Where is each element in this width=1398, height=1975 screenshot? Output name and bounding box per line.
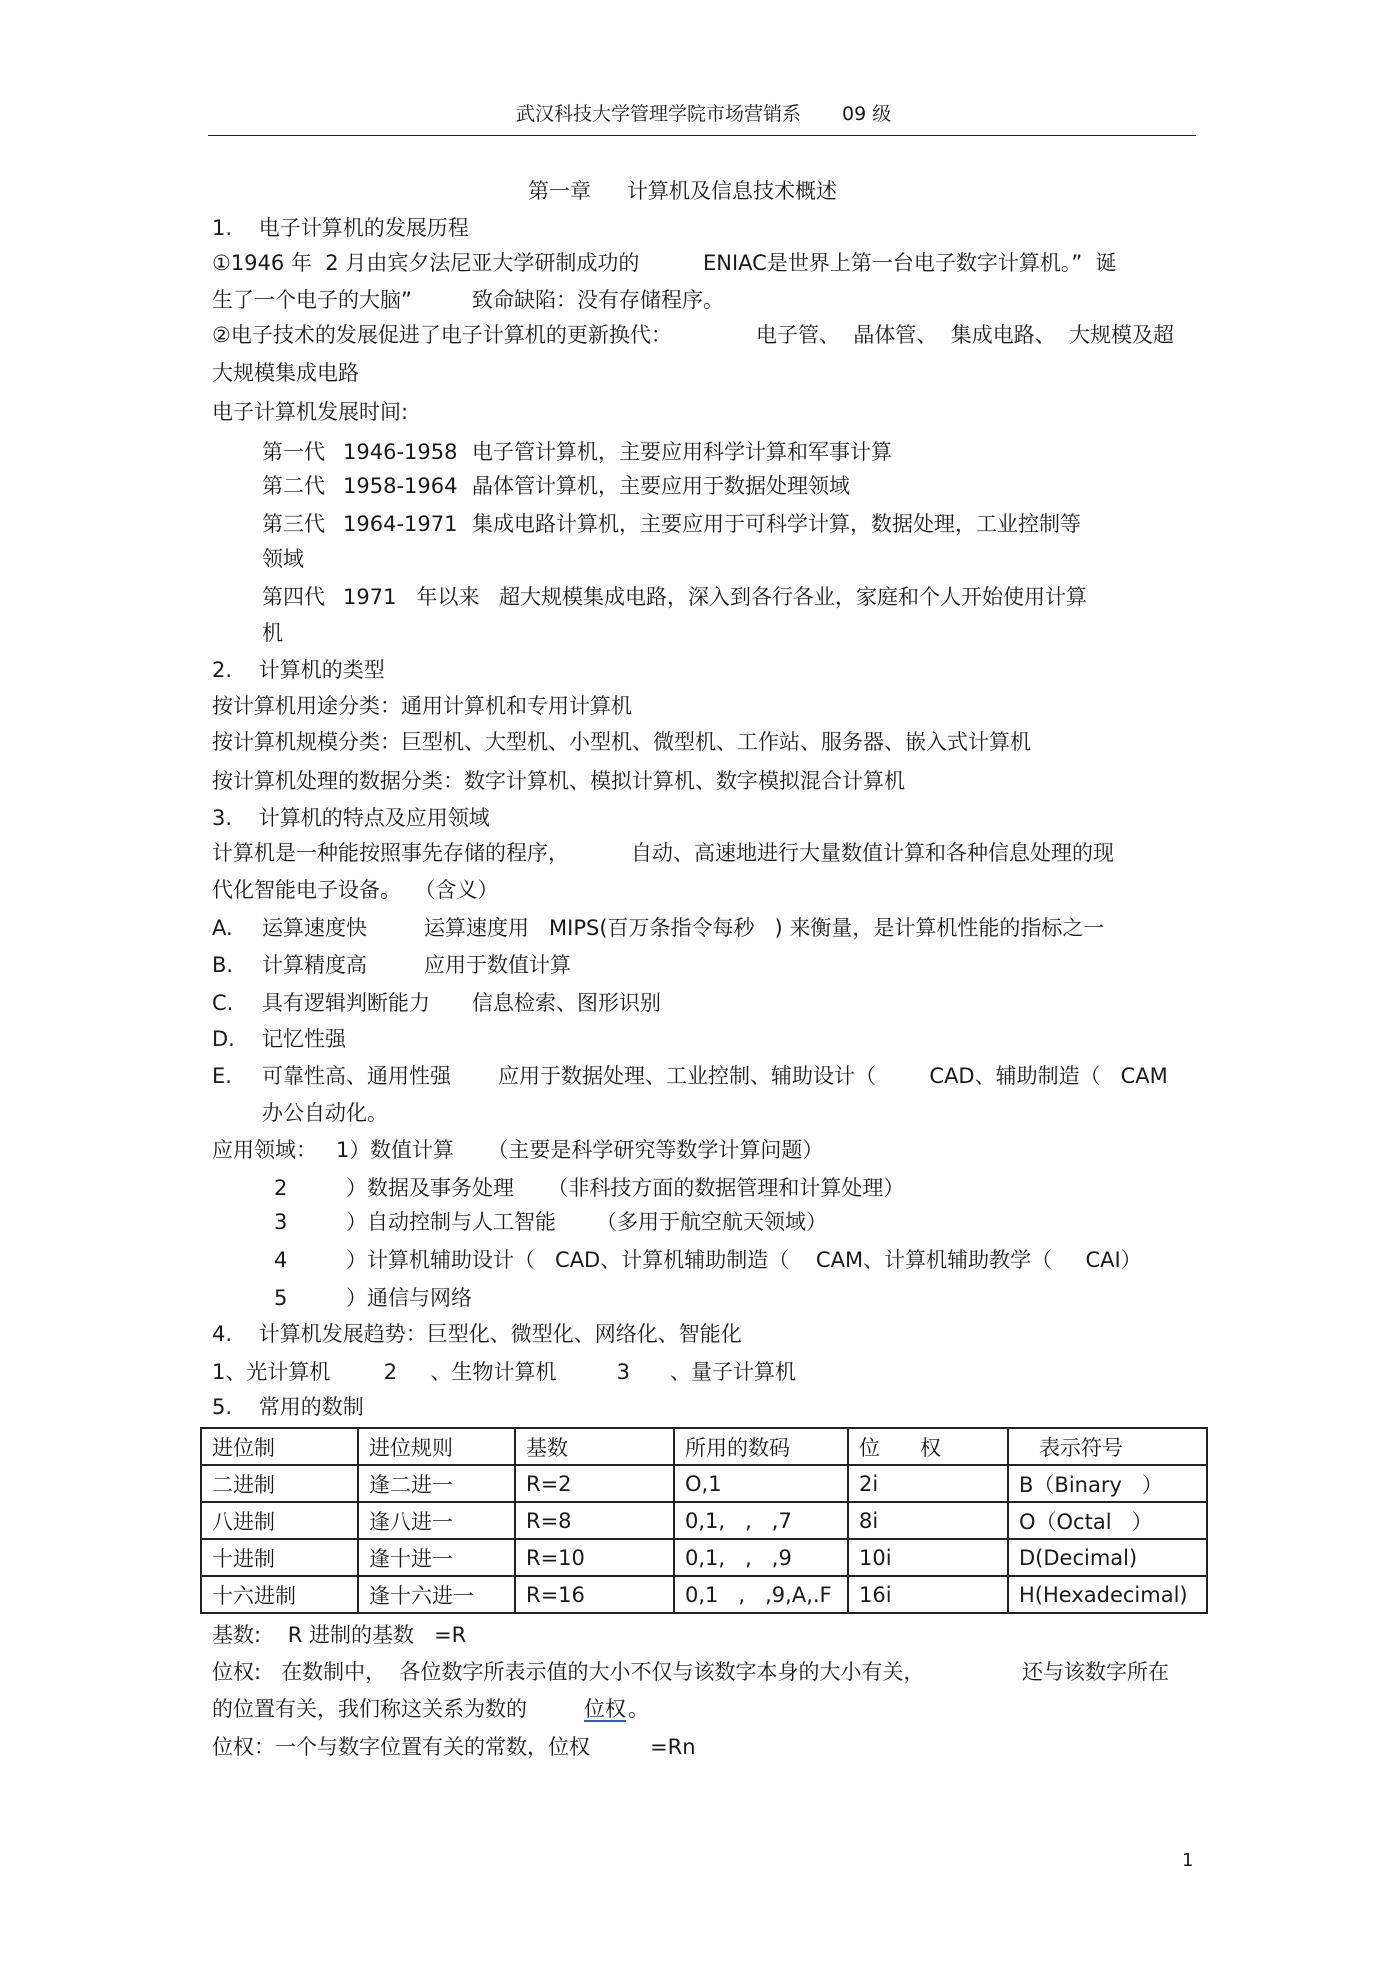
feature-a-letter: A. bbox=[212, 916, 233, 940]
gen-2-desc: 晶体管计算机，主要应用于数据处理领域 bbox=[472, 474, 850, 498]
chapter-number: 第一章 bbox=[528, 179, 591, 203]
table-cell: 十进制 bbox=[201, 1539, 358, 1576]
table-cell: 逢八进一 bbox=[358, 1502, 515, 1539]
weight-line2-a: 的位置有关，我们称这关系为数的 bbox=[212, 1697, 527, 1721]
s3-def-line1-a: 计算机是一种能按照事先存储的程序， bbox=[212, 841, 569, 865]
gen-4-cont: 机 bbox=[262, 621, 283, 645]
feature-e-name: 可靠性高、通用性强 bbox=[262, 1064, 451, 1088]
s1-p1-line1-b: ENIAC是世界上第一台电子数字计算机。” 诞 bbox=[703, 251, 1117, 275]
feature-d-letter: D. bbox=[212, 1027, 235, 1051]
app-4-text: ）计算机辅助设计（ CAD、计算机辅助制造（ CAM、计算机辅助教学（ CAI） bbox=[346, 1248, 1142, 1272]
table-cell: R=16 bbox=[515, 1576, 674, 1613]
feature-c-name: 具有逻辑判断能力 bbox=[262, 991, 430, 1015]
section-2-heading: 2. 计算机的类型 bbox=[212, 658, 385, 682]
radix-table bbox=[200, 1427, 1208, 1614]
feature-c-letter: C. bbox=[212, 991, 234, 1015]
s1-p1-line2-b: 致命缺陷：没有存储程序。 bbox=[472, 288, 724, 312]
table-cell: O（Octal ） bbox=[1008, 1502, 1207, 1539]
app-5-num: 5 bbox=[274, 1286, 288, 1310]
table-row bbox=[201, 1576, 1207, 1613]
feature-e-letter: E. bbox=[212, 1064, 232, 1088]
s1-p1-line2-a: 生了一个电子的大脑” bbox=[212, 288, 412, 312]
feature-b-desc: 应用于数值计算 bbox=[424, 953, 571, 977]
feature-c-desc: 信息检索、图形识别 bbox=[472, 991, 661, 1015]
table-cell: 8i bbox=[848, 1502, 1008, 1539]
table-cell: 0,1, , ,9 bbox=[674, 1539, 848, 1576]
table-cell: D(Decimal) bbox=[1008, 1539, 1207, 1576]
section-5-heading: 5. 常用的数制 bbox=[212, 1395, 364, 1419]
table-cell: O,1 bbox=[674, 1465, 848, 1502]
feature-b-letter: B. bbox=[212, 953, 234, 977]
gen-2-label: 第二代 bbox=[262, 474, 325, 498]
header-rule bbox=[208, 135, 1196, 136]
table-cell: B（Binary ） bbox=[1008, 1465, 1207, 1502]
weight-line1-b: 还与该数字所在 bbox=[1022, 1660, 1169, 1684]
gen-2-years: 1958-1964 bbox=[343, 474, 458, 498]
s2-line-2: 按计算机规模分类：巨型机、大型机、小型机、微型机、工作站、服务器、嵌入式计算机 bbox=[212, 730, 1031, 754]
s1-p2-line2: 大规模集成电路 bbox=[212, 361, 359, 385]
app-2-num: 2 bbox=[274, 1176, 288, 1200]
gen-1-years: 1946-1958 bbox=[343, 440, 458, 464]
gen-3-label: 第三代 bbox=[262, 512, 325, 536]
table-row bbox=[201, 1465, 1207, 1502]
table-header-cell: 进位规则 bbox=[358, 1428, 515, 1465]
table-header-cell: 基数 bbox=[515, 1428, 674, 1465]
table-cell: 16i bbox=[848, 1576, 1008, 1613]
table-cell: 逢十进一 bbox=[358, 1539, 515, 1576]
future-computers: 1、光计算机 2 、生物计算机 3 、量子计算机 bbox=[212, 1360, 796, 1384]
weight-definition: 位权：一个与数字位置有关的常数，位权 =Rn bbox=[212, 1735, 696, 1759]
feature-d-name: 记忆性强 bbox=[262, 1027, 346, 1051]
weight-line1-a: 位权: 在数制中， 各位数字所表示值的大小不仅与该数字本身的大小有关， bbox=[212, 1660, 925, 1684]
table-header-cell: 进位制 bbox=[201, 1428, 358, 1465]
s2-line-3: 按计算机处理的数据分类：数字计算机、模拟计算机、数字模拟混合计算机 bbox=[212, 769, 905, 793]
s1-p2-line1-b: 电子管、 晶体管、 集成电路、 大规模及超 bbox=[756, 323, 1175, 347]
app-1-num: 1） bbox=[336, 1138, 371, 1162]
weight-line2-b: 。 bbox=[628, 1697, 649, 1721]
table-cell: 逢二进一 bbox=[358, 1465, 515, 1502]
gen-3-years: 1964-1971 bbox=[343, 512, 458, 536]
table-cell: 逢十六进一 bbox=[358, 1576, 515, 1613]
table-cell: 0,1 , ,9,A,.F bbox=[674, 1576, 848, 1613]
app-1-text: 数值计算 （主要是科学研究等数学计算问题） bbox=[370, 1138, 824, 1162]
section-4-heading: 4. 计算机发展趋势：巨型化、微型化、网络化、智能化 bbox=[212, 1322, 742, 1346]
page-number: 1 bbox=[1182, 1850, 1194, 1871]
s3-def-line2: 代化智能电子设备。 （含义） bbox=[212, 878, 499, 902]
gen-4-label: 第四代 bbox=[262, 585, 325, 609]
feature-b-name: 计算精度高 bbox=[262, 953, 367, 977]
table-header-cell: 所用的数码 bbox=[674, 1428, 848, 1465]
s3-def-line1-b: 自动、高速地进行大量数值计算和各种信息处理的现 bbox=[631, 841, 1114, 865]
base-definition: 基数: R 进制的基数 =R bbox=[212, 1623, 467, 1647]
timeline-title: 电子计算机发展时间: bbox=[212, 400, 409, 424]
section-1-heading: 1. 电子计算机的发展历程 bbox=[212, 216, 469, 240]
table-cell: 2i bbox=[848, 1465, 1008, 1502]
feature-a-desc: 运算速度用 MIPS(百万条指令每秒 ) 来衡量，是计算机性能的指标之一 bbox=[424, 916, 1105, 940]
app-2-text: ）数据及事务处理 （非科技方面的数据管理和计算处理） bbox=[346, 1176, 905, 1200]
table-header-cell: 表示符号 bbox=[1008, 1428, 1207, 1465]
table-header-row bbox=[201, 1428, 1207, 1465]
weight-link[interactable]: 位权 bbox=[584, 1697, 626, 1721]
feature-a-name: 运算速度快 bbox=[262, 916, 367, 940]
app-label: 应用领域： bbox=[212, 1138, 317, 1162]
table-row bbox=[201, 1502, 1207, 1539]
app-3-text: ）自动控制与人工智能 （多用于航空航天领域） bbox=[346, 1210, 828, 1234]
gen-4-years: 1971 年以来 bbox=[343, 585, 480, 609]
table-cell: 二进制 bbox=[201, 1465, 358, 1502]
app-5-text: ）通信与网络 bbox=[346, 1286, 472, 1310]
table-row bbox=[201, 1539, 1207, 1576]
table-cell: 八进制 bbox=[201, 1502, 358, 1539]
section-3-heading: 3. 计算机的特点及应用领域 bbox=[212, 806, 490, 830]
gen-1-desc: 电子管计算机，主要应用科学计算和军事计算 bbox=[472, 440, 892, 464]
gen-3-cont: 领域 bbox=[262, 547, 304, 571]
table-cell: 十六进制 bbox=[201, 1576, 358, 1613]
table-header-cell: 位 权 bbox=[848, 1428, 1008, 1465]
s2-line-1: 按计算机用途分类：通用计算机和专用计算机 bbox=[212, 694, 632, 718]
table-cell: H(Hexadecimal) bbox=[1008, 1576, 1207, 1613]
feature-e-cont: 办公自动化。 bbox=[262, 1101, 388, 1125]
header-grade: 09 级 bbox=[842, 103, 892, 125]
table-cell: R=2 bbox=[515, 1465, 674, 1502]
table-cell: 10i bbox=[848, 1539, 1008, 1576]
gen-4-desc: 超大规模集成电路，深入到各行各业，家庭和个人开始使用计算 bbox=[499, 585, 1087, 609]
gen-3-desc: 集成电路计算机，主要应用于可科学计算，数据处理，工业控制等 bbox=[472, 512, 1081, 536]
table-cell: R=10 bbox=[515, 1539, 674, 1576]
gen-1-label: 第一代 bbox=[262, 440, 325, 464]
feature-e-desc: 应用于数据处理、工业控制、辅助设计（ CAD、辅助制造（ CAM bbox=[498, 1064, 1168, 1088]
app-4-num: 4 bbox=[274, 1248, 288, 1272]
table-cell: 0,1, , ,7 bbox=[674, 1502, 848, 1539]
s1-p1-line1-a: ①1946 年 2 月由宾夕法尼亚大学研制成功的 bbox=[212, 251, 640, 275]
table-cell: R=8 bbox=[515, 1502, 674, 1539]
app-3-num: 3 bbox=[274, 1210, 288, 1234]
chapter-title: 计算机及信息技术概述 bbox=[627, 179, 837, 203]
header-school: 武汉科技大学管理学院市场营销系 bbox=[516, 103, 802, 125]
s1-p2-line1-a: ②电子技术的发展促进了电子计算机的更新换代： bbox=[212, 323, 672, 347]
